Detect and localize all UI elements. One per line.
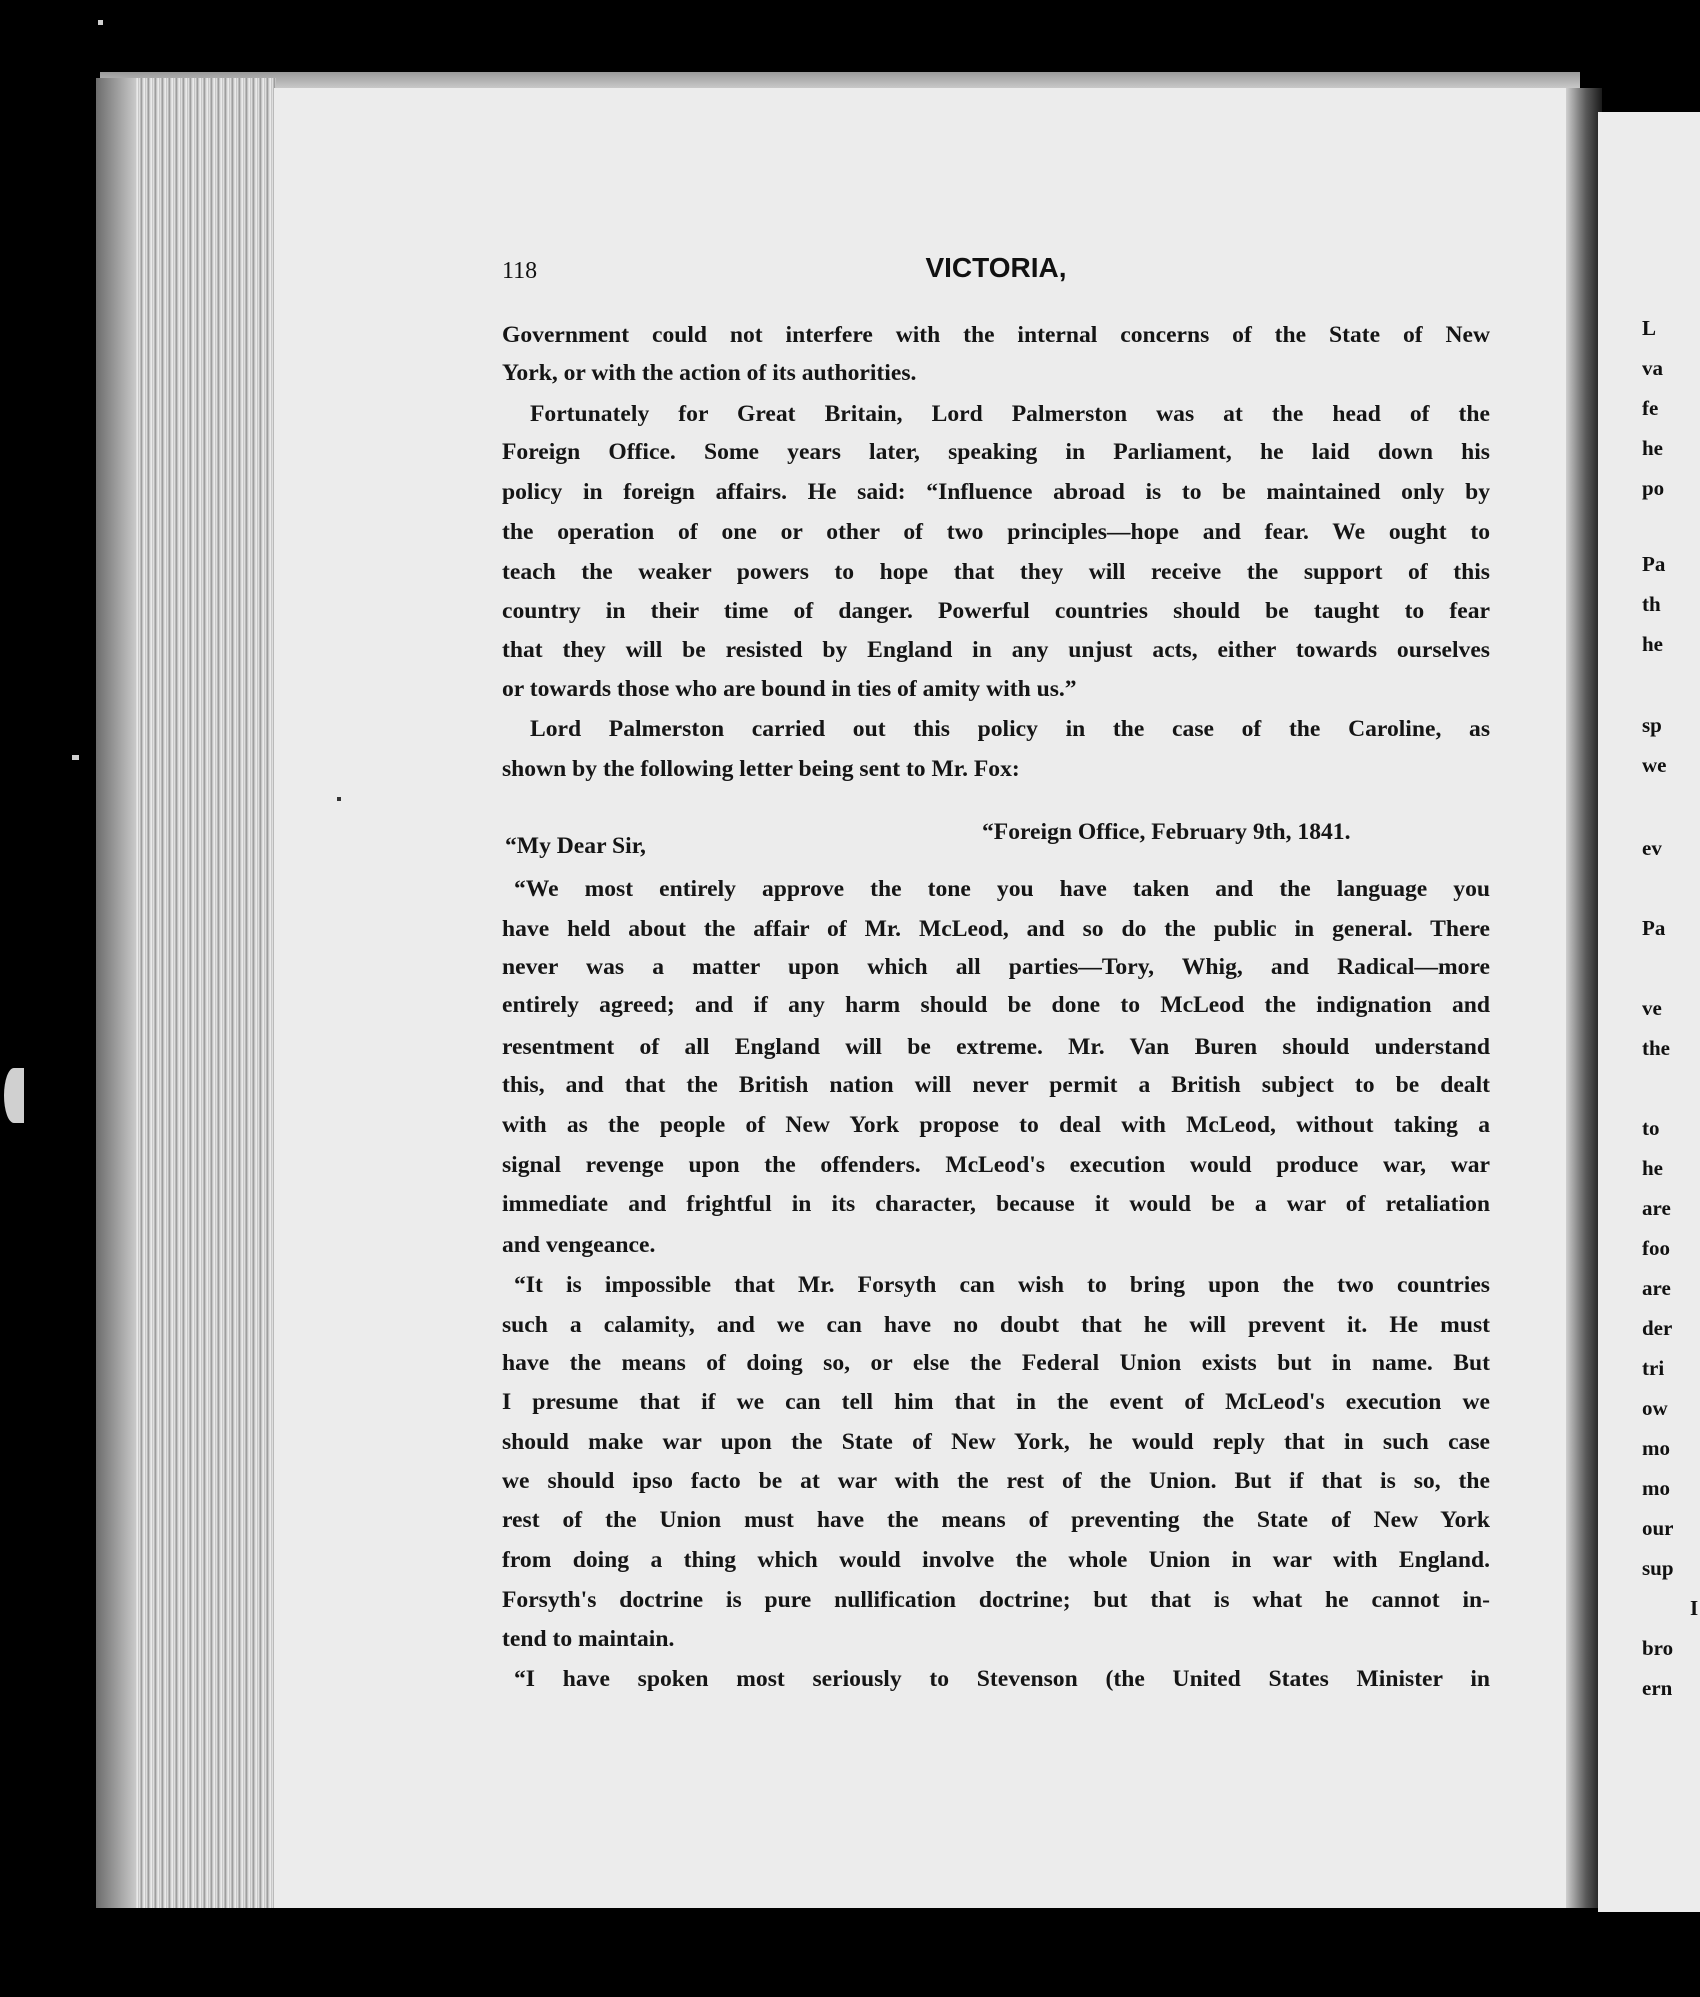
body-line: country in their time of danger. Powerful countries should be taught to fear bbox=[502, 598, 1490, 624]
facing-page-fragment: th bbox=[1642, 592, 1661, 616]
facing-page-fragment: mo bbox=[1642, 1436, 1670, 1460]
facing-page-fragment: der bbox=[1642, 1316, 1673, 1340]
letter-line: have the means of doing so, or else the Federal Union exists but in name. But bbox=[502, 1350, 1490, 1376]
facing-page-fragment: Pa bbox=[1642, 916, 1666, 940]
body-line: the operation of one or other of two principles—hope and fear. We ought to bbox=[502, 519, 1490, 545]
letter-line: “I have spoken most seriously to Stevenson (the United States Minister in bbox=[514, 1666, 1490, 1692]
letter-line: never was a matter upon which all parties—Tory, Whig, and Radical—more bbox=[502, 954, 1490, 980]
letter-salutation: “My Dear Sir, bbox=[505, 833, 646, 859]
facing-page-fragment: he bbox=[1642, 1156, 1663, 1180]
body-line: teach the weaker powers to hope that they will receive the support of this bbox=[502, 559, 1490, 585]
body-line: policy in foreign affairs. He said: “Influence abroad is to be maintained only by bbox=[502, 479, 1490, 505]
facing-page-fragment: to bbox=[1642, 1116, 1660, 1140]
letter-line: tend to maintain. bbox=[502, 1626, 675, 1652]
facing-page-fragment: ow bbox=[1642, 1396, 1668, 1420]
body-line: Government could not interfere with the internal concerns of the State of New bbox=[502, 322, 1490, 348]
body-line: that they will be resisted by England in any unjust acts, either towards ourselves bbox=[502, 637, 1490, 663]
letter-line: should make war upon the State of New York, he would reply that in such case bbox=[502, 1429, 1490, 1455]
facing-page-fragment: are bbox=[1642, 1276, 1671, 1300]
body-line: Fortunately for Great Britain, Lord Palmerston was at the head of the bbox=[530, 401, 1490, 427]
body-line: shown by the following letter being sent to Mr. Fox: bbox=[502, 756, 1020, 782]
scan-artifact bbox=[4, 1068, 24, 1123]
facing-page-fragment: po bbox=[1642, 476, 1665, 500]
facing-page-fragment: L bbox=[1642, 316, 1657, 340]
letter-line: immediate and frightful in its character, because it would be a war of retaliation bbox=[502, 1191, 1490, 1217]
facing-page-fragment: he bbox=[1642, 436, 1663, 460]
letter-line: “It is impossible that Mr. Forsyth can wish to bring upon the two countries bbox=[514, 1272, 1490, 1298]
scan-speck bbox=[72, 755, 79, 760]
scan-speck bbox=[98, 20, 103, 25]
letter-line: rest of the Union must have the means of preventing the State of New York bbox=[502, 1507, 1490, 1533]
letter-line: resentment of all England will be extreme. Mr. Van Buren should understand bbox=[502, 1034, 1490, 1060]
facing-page-fragment: are bbox=[1642, 1196, 1671, 1220]
facing-page-fragment: foo bbox=[1642, 1236, 1670, 1260]
letter-line: Forsyth's doctrine is pure nullification doctrine; but that is what he cannot in- bbox=[502, 1587, 1490, 1613]
facing-page-fragment: tri bbox=[1642, 1356, 1665, 1380]
facing-page-fragment: sup bbox=[1642, 1556, 1674, 1580]
book-gutter bbox=[1566, 88, 1602, 1908]
facing-page-fragment: ev bbox=[1642, 836, 1662, 860]
letter-line: from doing a thing which would involve the whole Union in war with England. bbox=[502, 1547, 1490, 1573]
facing-page-fragment: he bbox=[1642, 632, 1663, 656]
letter-line: with as the people of New York propose to deal with McLeod, without taking a bbox=[502, 1112, 1490, 1138]
facing-page-fragment: I bbox=[1690, 1596, 1699, 1620]
letter-dateline: “Foreign Office, February 9th, 1841. bbox=[982, 819, 1351, 845]
letter-line: and vengeance. bbox=[502, 1232, 656, 1258]
facing-page-fragment: bro bbox=[1642, 1636, 1674, 1660]
letter-line: entirely agreed; and if any harm should be done to McLeod the indignation and bbox=[502, 992, 1490, 1018]
facing-page-fragment: Pa bbox=[1642, 552, 1666, 576]
body-line: Foreign Office. Some years later, speaking in Parliament, he laid down his bbox=[502, 439, 1490, 465]
facing-page-fragment: fe bbox=[1642, 396, 1659, 420]
scan-speck bbox=[337, 797, 341, 801]
letter-line: “We most entirely approve the tone you have taken and the language you bbox=[514, 876, 1490, 902]
letter-line: signal revenge upon the offenders. McLeod's execution would produce war, war bbox=[502, 1152, 1490, 1178]
letter-line: I presume that if we can tell him that in the event of McLeod's execution we bbox=[502, 1389, 1490, 1415]
page-number: 118 bbox=[502, 258, 538, 284]
facing-page-fragment: the bbox=[1642, 1036, 1670, 1060]
page-edges bbox=[96, 78, 276, 1908]
facing-page-fragment: ve bbox=[1642, 996, 1662, 1020]
facing-page-fragment: our bbox=[1642, 1516, 1674, 1540]
facing-page-fragment: ern bbox=[1642, 1676, 1673, 1700]
body-line: Lord Palmerston carried out this policy in the case of the Caroline, as bbox=[530, 716, 1490, 742]
body-line: York, or with the action of its authorities. bbox=[502, 360, 917, 386]
letter-line: this, and that the British nation will never permit a British subject to be dealt bbox=[502, 1072, 1490, 1098]
facing-page-fragment: va bbox=[1642, 356, 1663, 380]
page-header bbox=[502, 252, 1490, 292]
letter-line: such a calamity, and we can have no doubt that he will prevent it. He must bbox=[502, 1312, 1490, 1338]
facing-page-fragment: mo bbox=[1642, 1476, 1670, 1500]
running-head: VICTORIA, bbox=[925, 252, 1067, 283]
facing-page-fragment: sp bbox=[1642, 713, 1662, 737]
body-line: or towards those who are bound in ties of amity with us.” bbox=[502, 676, 1077, 702]
letter-line: we should ipso facto be at war with the rest of the Union. But if that is so, the bbox=[502, 1468, 1490, 1494]
facing-page-fragment: we bbox=[1642, 753, 1667, 777]
letter-line: have held about the affair of Mr. McLeod, and so do the public in general. There bbox=[502, 916, 1490, 942]
